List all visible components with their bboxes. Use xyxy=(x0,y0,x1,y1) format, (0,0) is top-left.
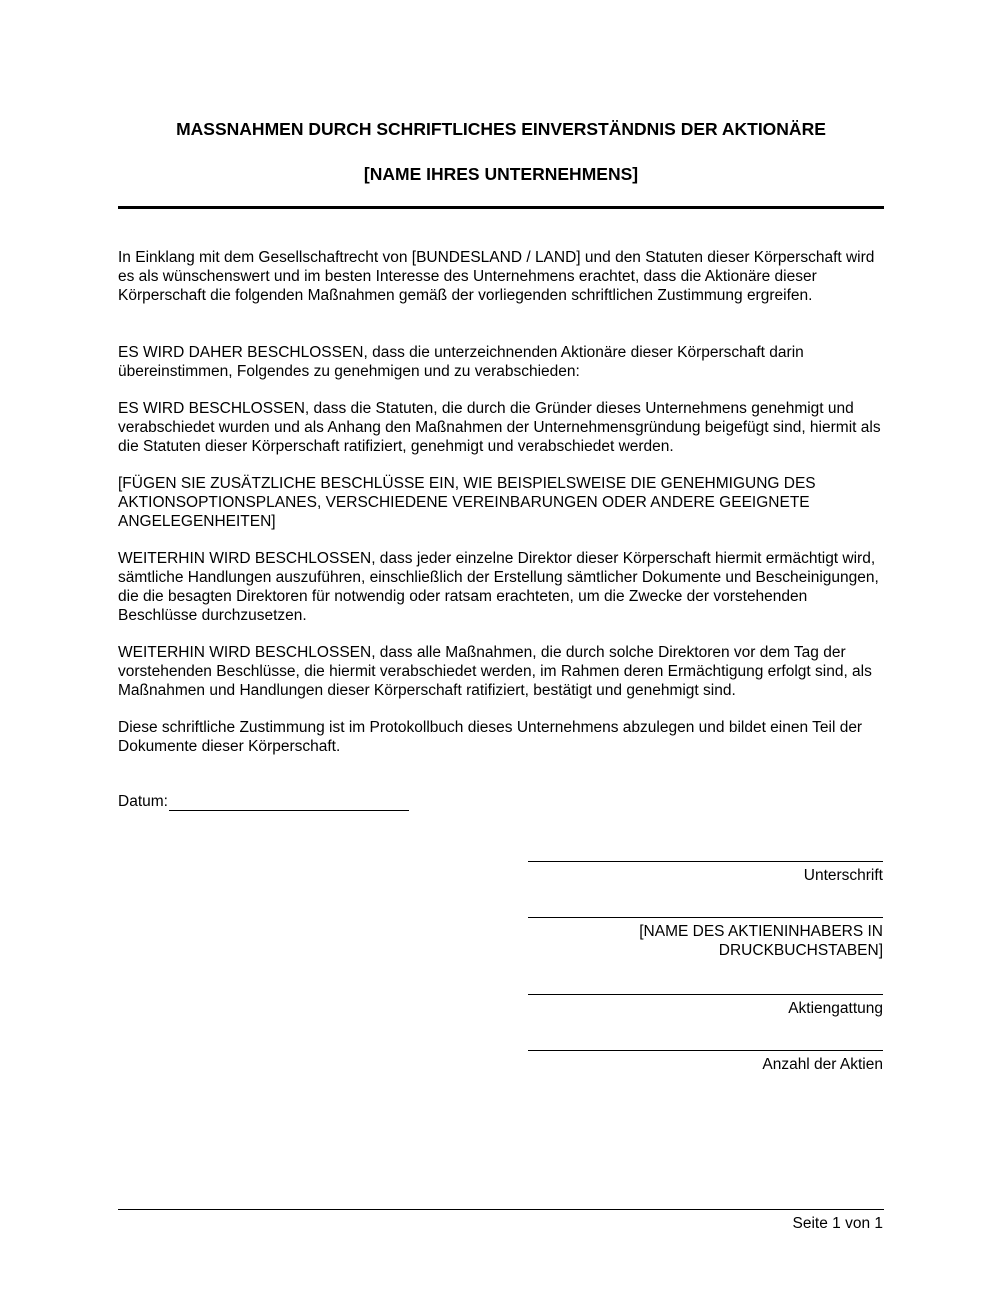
signature-label: Unterschrift xyxy=(803,867,883,884)
signature-block xyxy=(528,861,883,885)
signature-line[interactable] xyxy=(528,861,883,862)
header-divider xyxy=(118,206,884,209)
share-class-line[interactable] xyxy=(528,994,883,995)
date-label: Datum: xyxy=(118,793,168,810)
paragraph-additional-resolutions-placeholder: [FÜGEN SIE ZUSÄTZLICHE BESCHLÜSSE EIN, WIE BEISPIELSWEISE DIE GENEHMIGUNG DES AKTIONSOPTIONSPLANES, VERSCHIEDENE VEREINBARUNGEN ODER ANDERE GEEIGNETE ANGELEGENHEITEN] xyxy=(118,475,816,530)
holder-name-label xyxy=(528,922,883,960)
share-count-block xyxy=(528,1050,883,1074)
share-count-line[interactable] xyxy=(528,1050,883,1051)
footer-divider xyxy=(118,1209,884,1210)
paragraph-statutes-resolution: ES WIRD BESCHLOSSEN, dass die Statuten, die durch die Gründer dieses Unternehmens genehmigt und verabschiedet wurden und als Anhang den Maßnahmen der Unternehmensgründung beigefügt sind, hiermit als die Statuten dieser Körperschaft ratifiziert, genehmigt und verabschiedet werden. xyxy=(118,400,881,455)
paragraph-director-authorization: WEITERHIN WIRD BESCHLOSSEN, dass jeder einzelne Direktor dieser Körperschaft hiermit ermächtigt wird, sämtliche Handlungen auszuführen, einschließlich der Erstellung sämtlicher Dokumente und Bescheinigungen, die die besagten Direktoren für notwendig oder ratsam erachteten, um die Zwecke der vorstehenden Beschlüsse durchzusetzen. xyxy=(118,550,879,624)
holder-name-block xyxy=(528,917,883,960)
holder-name-label-line2: DRUCKBUCHSTABEN] xyxy=(718,942,883,959)
share-class-block xyxy=(528,994,883,1018)
share-count-label: Anzahl der Aktien xyxy=(762,1056,883,1073)
paragraph-minute-book: Diese schriftliche Zustimmung ist im Protokollbuch dieses Unternehmens abzulegen und bildet einen Teil der Dokumente dieser Körperschaft. xyxy=(118,719,863,755)
company-name-placeholder: [NAME IHRES UNTERNEHMENS] xyxy=(363,164,639,184)
holder-name-line[interactable] xyxy=(528,917,883,918)
date-blank-line[interactable] xyxy=(169,795,409,811)
share-class-label: Aktiengattung xyxy=(788,1000,883,1017)
paragraph-ratification: WEITERHIN WIRD BESCHLOSSEN, dass alle Maßnahmen, die durch solche Direktoren vor dem Tag der vorstehenden Beschlüsse, die hiermit verabschiedet werden, im Rahmen deren Ermächtigung erfolgt sind, als Maßnahmen und Handlungen dieser Körperschaft ratifiziert, bestätigt und genehmigt sind. xyxy=(118,644,872,699)
holder-name-label-line1: [NAME DES AKTIENINHABERS IN xyxy=(639,923,883,940)
date-field xyxy=(118,792,409,811)
page-number: Seite 1 von 1 xyxy=(792,1215,883,1232)
paragraph-intro: In Einklang mit dem Gesellschaftrecht von [BUNDESLAND / LAND] und den Statuten dieser Körperschaft wird es als wünschenswert und im besten Interesse des Unternehmens erachtet, dass die Aktionäre dieser Körperschaft die folgenden Maßnahmen gemäß der vorliegenden schriftlichen Zustimmung ergreifen. xyxy=(118,249,875,304)
document-title: MASSNAHMEN DURCH SCHRIFTLICHES EINVERSTÄNDNIS DER AKTIONÄRE xyxy=(176,119,826,139)
paragraph-resolved-therefore: ES WIRD DAHER BESCHLOSSEN, dass die unterzeichnenden Aktionäre dieser Körperschaft darin übereinstimmen, Folgendes zu genehmigen und zu verabschieden: xyxy=(118,344,804,380)
